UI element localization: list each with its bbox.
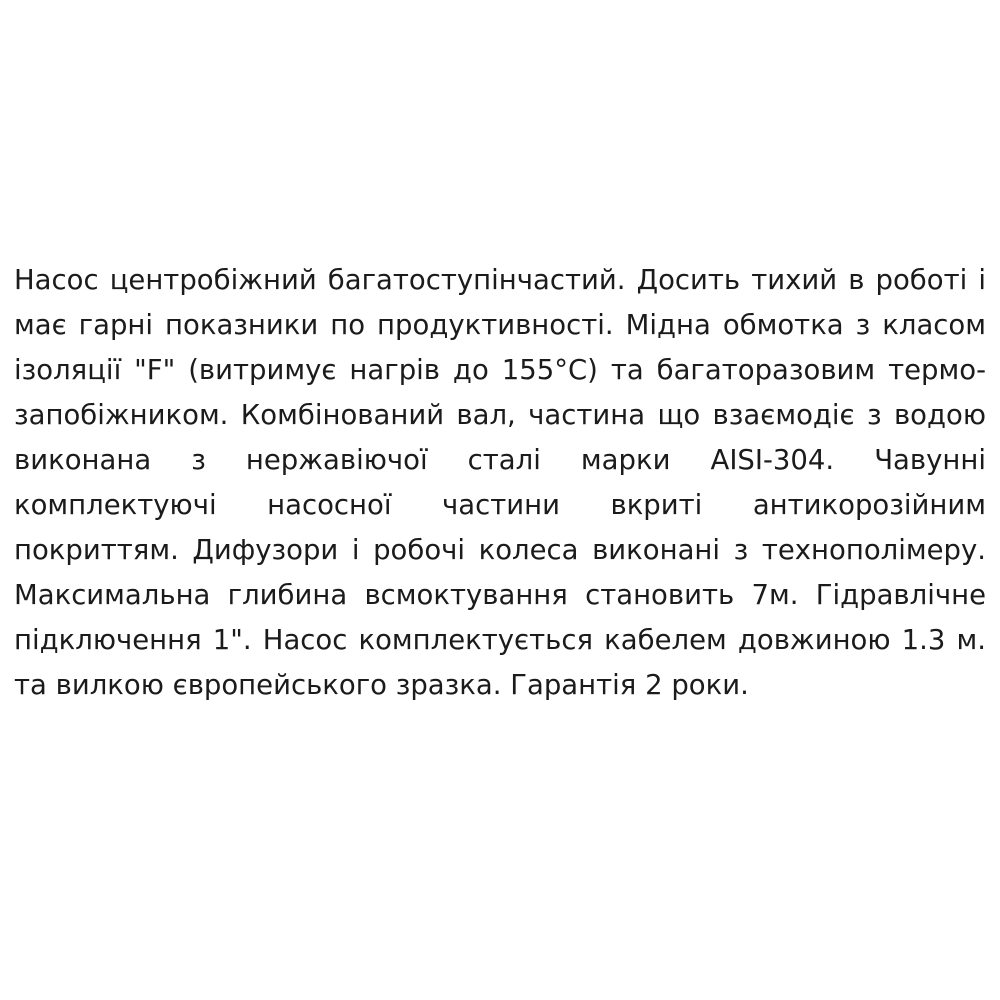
product-description-block — [14, 258, 986, 708]
product-description-text: Насос центробіжний багатоступінчастий. Досить тихий в роботі і має гарні показники по продуктивності. Мідна обмотка з класом ізоляції "F" (витримує нагрів до 155°C) та багаторазовим термо-запобіжником. Комбінований вал, частина що взаємодіє з водою виконана з нержавіючої сталі марки AISI-304. Чавунні комплектуючі насосної частини вкриті антикорозійним покриттям. Дифузори і робочі колеса виконані з технополімеру. Максимальна глибина всмоктування становить 7м. Гідравлічне підключення 1". Насос комплектується кабелем довжиною 1.3 м. та вилкою європейського зразка. Гарантія 2 роки. — [14, 264, 986, 701]
